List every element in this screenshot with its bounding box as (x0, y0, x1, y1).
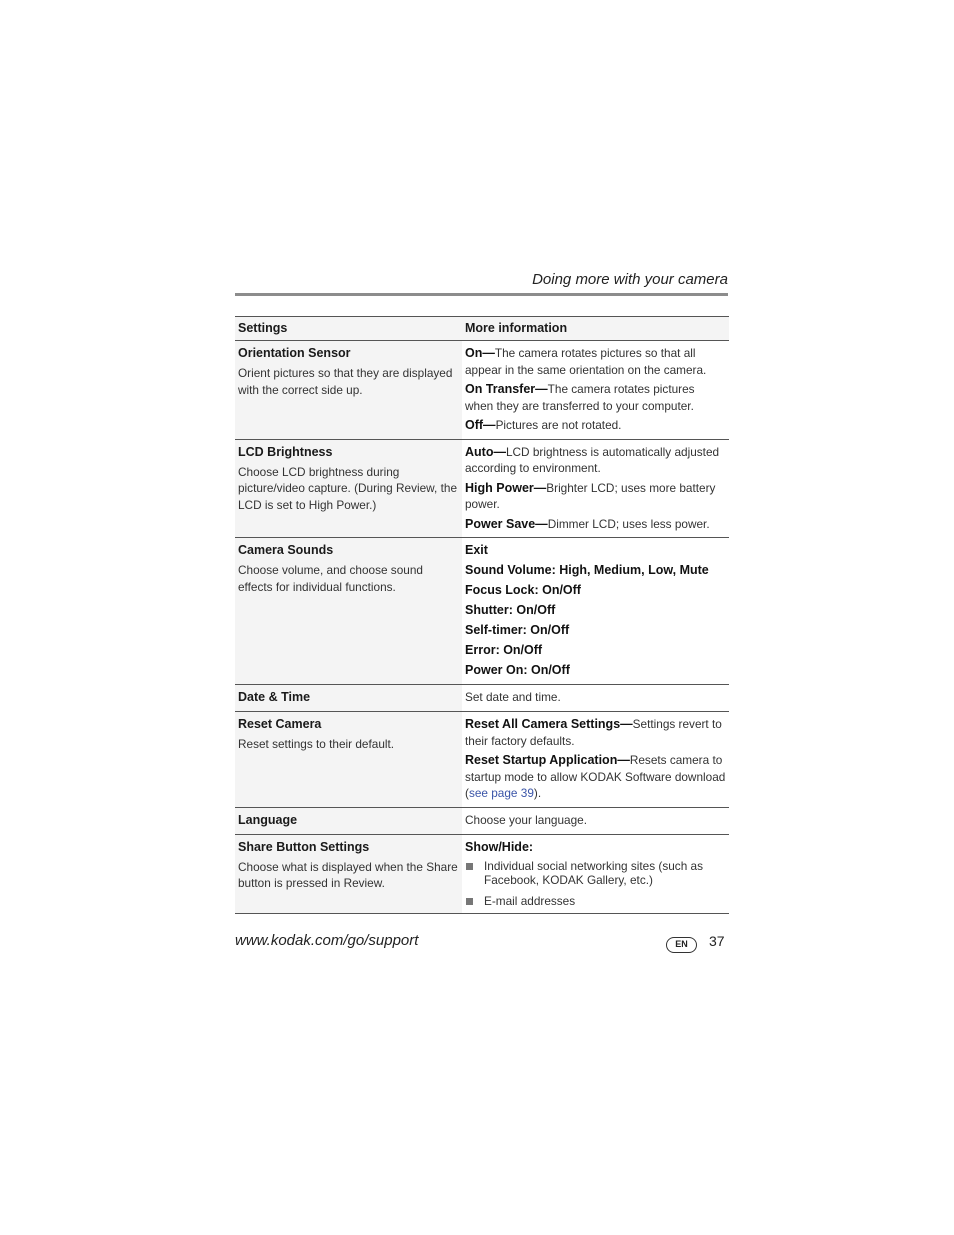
option-name: Off— (465, 418, 496, 432)
bullet-item (465, 859, 726, 887)
option-text: The camera rotates pictures when they are transferred to your computer. (465, 382, 695, 413)
support-url[interactable]: www.kodak.com/go/support (235, 932, 419, 949)
setting-description: Reset settings to their default. (238, 737, 395, 751)
running-header: Doing more with your camera (532, 271, 728, 288)
column-header-settings: Settings (235, 317, 462, 341)
table-row (235, 834, 729, 913)
info-cell (462, 712, 729, 808)
info-cell (462, 834, 729, 913)
option-line (465, 381, 726, 414)
info-text: Choose your language. (465, 812, 587, 827)
bullet-text: E-mail addresses (484, 893, 576, 908)
header-rule (235, 293, 728, 296)
table-row (235, 712, 729, 808)
info-cell (462, 538, 729, 685)
option-name: Error: On/Off (465, 643, 543, 657)
info-cell (462, 439, 729, 538)
setting-cell (235, 341, 462, 440)
option-text: LCD brightness is automatically adjusted according to environment. (465, 444, 720, 475)
option-name: Show/Hide: (465, 839, 534, 854)
setting-name: Orientation Sensor (238, 346, 351, 360)
option-text-end: ). (533, 786, 542, 800)
option-name: High Power— (465, 480, 547, 495)
option-name: Power Save— (465, 516, 548, 531)
info-text: Set date and time. (465, 690, 561, 704)
option-line (465, 417, 726, 434)
settings-table (235, 316, 729, 914)
setting-description: Choose volume, and choose sound effects for individual functions. (238, 563, 423, 594)
setting-cell (235, 834, 462, 913)
table-row (235, 685, 729, 712)
info-cell (462, 685, 729, 712)
option-text: Settings revert to their factory defaults. (465, 717, 722, 748)
setting-description: Choose what is displayed when the Share button is pressed in Review. (238, 859, 458, 890)
bullet-text: Individual social networking sites (such as Facebook, KODAK Gallery, etc.) (484, 858, 704, 887)
language-badge: EN (666, 937, 697, 953)
table-row (235, 439, 729, 538)
setting-name: Share Button Settings (238, 839, 370, 854)
setting-name: Camera Sounds (238, 543, 334, 557)
setting-cell (235, 439, 462, 538)
option-name: Reset All Camera Settings— (465, 717, 633, 731)
option-text: The camera rotates pictures so that all appear in the same orientation on the camera. (465, 346, 707, 377)
option-text: Pictures are not rotated. (495, 418, 622, 432)
option-line (465, 516, 726, 533)
option-line (465, 444, 726, 477)
option-text: Resets camera to startup mode to allow KODAK Software download ( (465, 753, 726, 800)
setting-name: Reset Camera (238, 717, 322, 731)
setting-name: Date & Time (238, 690, 311, 704)
option-name: On— (465, 346, 495, 360)
option-name: Exit (465, 543, 488, 557)
bullet-square-icon (466, 863, 473, 870)
setting-cell (235, 807, 462, 834)
option-line (465, 716, 726, 749)
setting-cell (235, 538, 462, 685)
bullet-square-icon (466, 898, 473, 905)
option-name: Reset Startup Application— (465, 753, 630, 767)
option-name: Focus Lock: On/Off (465, 583, 581, 597)
page-link[interactable]: see page 39 (468, 786, 534, 800)
option-text: Dimmer LCD; uses less power. (547, 516, 710, 531)
setting-cell (235, 712, 462, 808)
option-name: Self-timer: On/Off (465, 623, 570, 637)
bullet-item (465, 894, 726, 908)
setting-cell (235, 685, 462, 712)
option-line (465, 345, 726, 378)
table-header-row (235, 317, 729, 341)
page-number: 37 (709, 933, 725, 949)
column-header-more-information: More information (462, 317, 729, 341)
info-cell (462, 341, 729, 440)
table-row (235, 807, 729, 834)
option-line (465, 480, 726, 513)
setting-name: Language (238, 812, 298, 827)
option-name: Auto— (465, 444, 506, 459)
setting-name: LCD Brightness (238, 444, 333, 459)
setting-description: Choose LCD brightness during picture/video capture. (During Review, the LCD is set to High Power.) (238, 464, 458, 512)
option-name: On Transfer— (465, 382, 548, 396)
info-cell (462, 807, 729, 834)
setting-description: Orient pictures so that they are displayed with the correct side up. (238, 366, 453, 397)
option-name: Shutter: On/Off (465, 603, 556, 617)
option-name: Sound Volume: High, Medium, Low, Mute (465, 563, 709, 577)
table-row (235, 341, 729, 440)
option-line (465, 752, 726, 802)
option-text: Brighter LCD; uses more battery power. (465, 480, 716, 511)
table-row (235, 538, 729, 685)
option-name: Power On: On/Off (465, 663, 570, 677)
